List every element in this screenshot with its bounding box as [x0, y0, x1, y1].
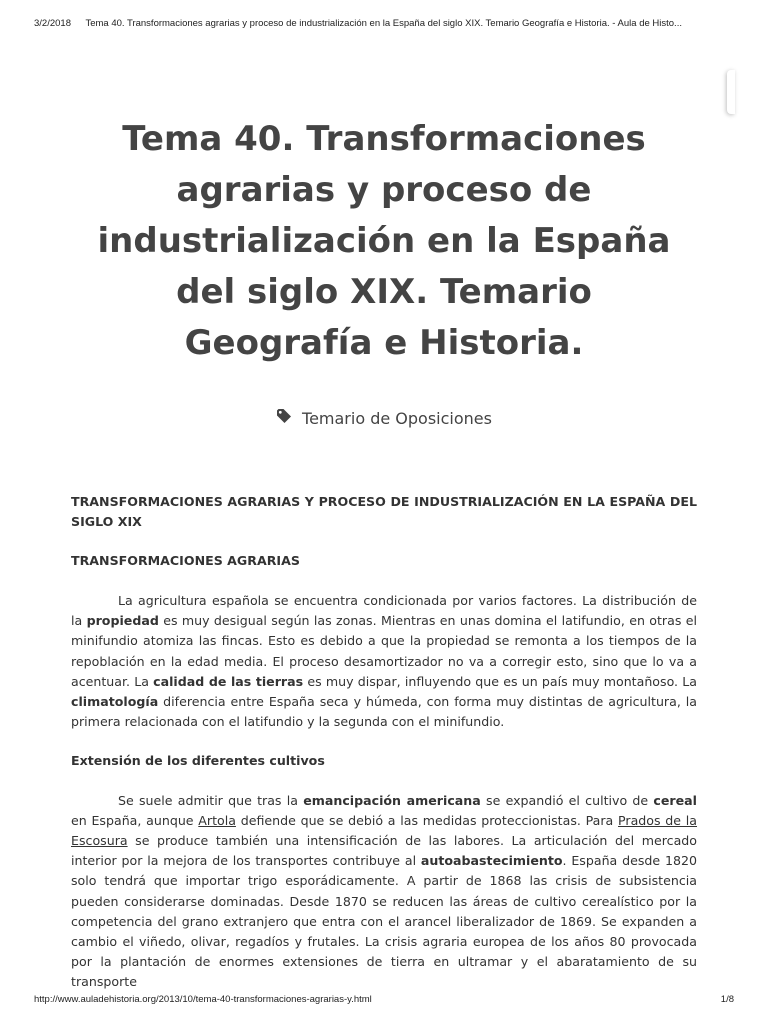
print-header [34, 18, 734, 29]
author-link-prados[interactable]: Prados de la Escosura [71, 813, 698, 849]
print-url: http://www.auladehistoria.org/2013/10/tema-40-transformaciones-agrarias-y.html [34, 994, 372, 1005]
side-tab[interactable] [727, 70, 735, 114]
print-page-title: Tema 40. Transformaciones agrarias y proceso de industrialización en la España del siglo XIX. Temario Geografía e Historia. - Aula de Histo... [85, 18, 682, 29]
paragraph-2: Se suele admitir que tras la emancipación americana se expandió el cultivo de cereal en España, aunque Artola defiende que se debió a las medidas proteccionistas. Para Prados de la Escosura se produce también una intensificación de las labores. La articulación del mercado interior por la mejora de los transportes contribuye al autoabastecimiento. España desde 1820 solo tendrá que importar trigo esporádicamente. A partir de 1868 las crisis de subsistencia pueden considerarse dominadas. Desde 1870 se reducen las áreas de cultivo cerealístico por la competencia del grano extranjero que entra con el arancel liberalizador de 1869. Se expanden a cambio el viñedo, olivar, regadíos y frutales. La crisis agraria europea de los años 80 provocada por la plantación de enormes extensiones de tierra en ultramar y el abaratamiento de su transporte [71, 793, 698, 989]
bold-term: propiedad [86, 613, 159, 629]
print-footer [34, 994, 734, 1005]
article-body [71, 492, 697, 992]
main-heading: TRANSFORMACIONES AGRARIAS Y PROCESO DE INDUSTRIALIZACIÓN EN LA ESPAÑA DEL SIGLO XIX [71, 494, 697, 530]
bold-term: emancipación americana [303, 793, 481, 809]
print-date: 3/2/2018 [34, 18, 71, 29]
bold-term: cereal [653, 793, 697, 809]
paragraph-1: La agricultura española se encuentra condicionada por varios factores. La distribución de la propiedad es muy desigual según las zonas. Mientras en unas domina el latifundio, en otras el minifundio atomiza las fincas. Esto es debido a que la propiedad se remonta a los tiempos de la repoblación en la edad media. El proceso desamortizador no va a corregir esto, sino que lo va a acentuar. La calidad de las tierras es muy dispar, influyendo que es un país muy montañoso. La climatología diferencia entre España seca y húmeda, con forma muy distintas de agricultura, la primera relacionada con el latifundio y la segunda con el minifundio. [71, 593, 697, 729]
bold-term: climatología [71, 693, 159, 709]
bold-term: autoabastecimiento [420, 853, 563, 869]
article-title: Tema 40. Transformaciones agrarias y proceso de industrialización en la España del siglo XIX. Temario Geografía e Historia. [97, 119, 671, 363]
category-link[interactable]: Temario de Oposiciones [302, 408, 492, 428]
bold-term: calidad de las tierras [153, 673, 304, 689]
tag-icon [276, 408, 302, 428]
print-page-number: 1/8 [720, 994, 734, 1005]
subsection-heading: Extensión de los diferentes cultivos [71, 752, 325, 768]
author-link-artola[interactable]: Artola [198, 813, 236, 829]
section-heading: TRANSFORMACIONES AGRARIAS [71, 553, 300, 569]
article-category[interactable] [0, 408, 768, 428]
